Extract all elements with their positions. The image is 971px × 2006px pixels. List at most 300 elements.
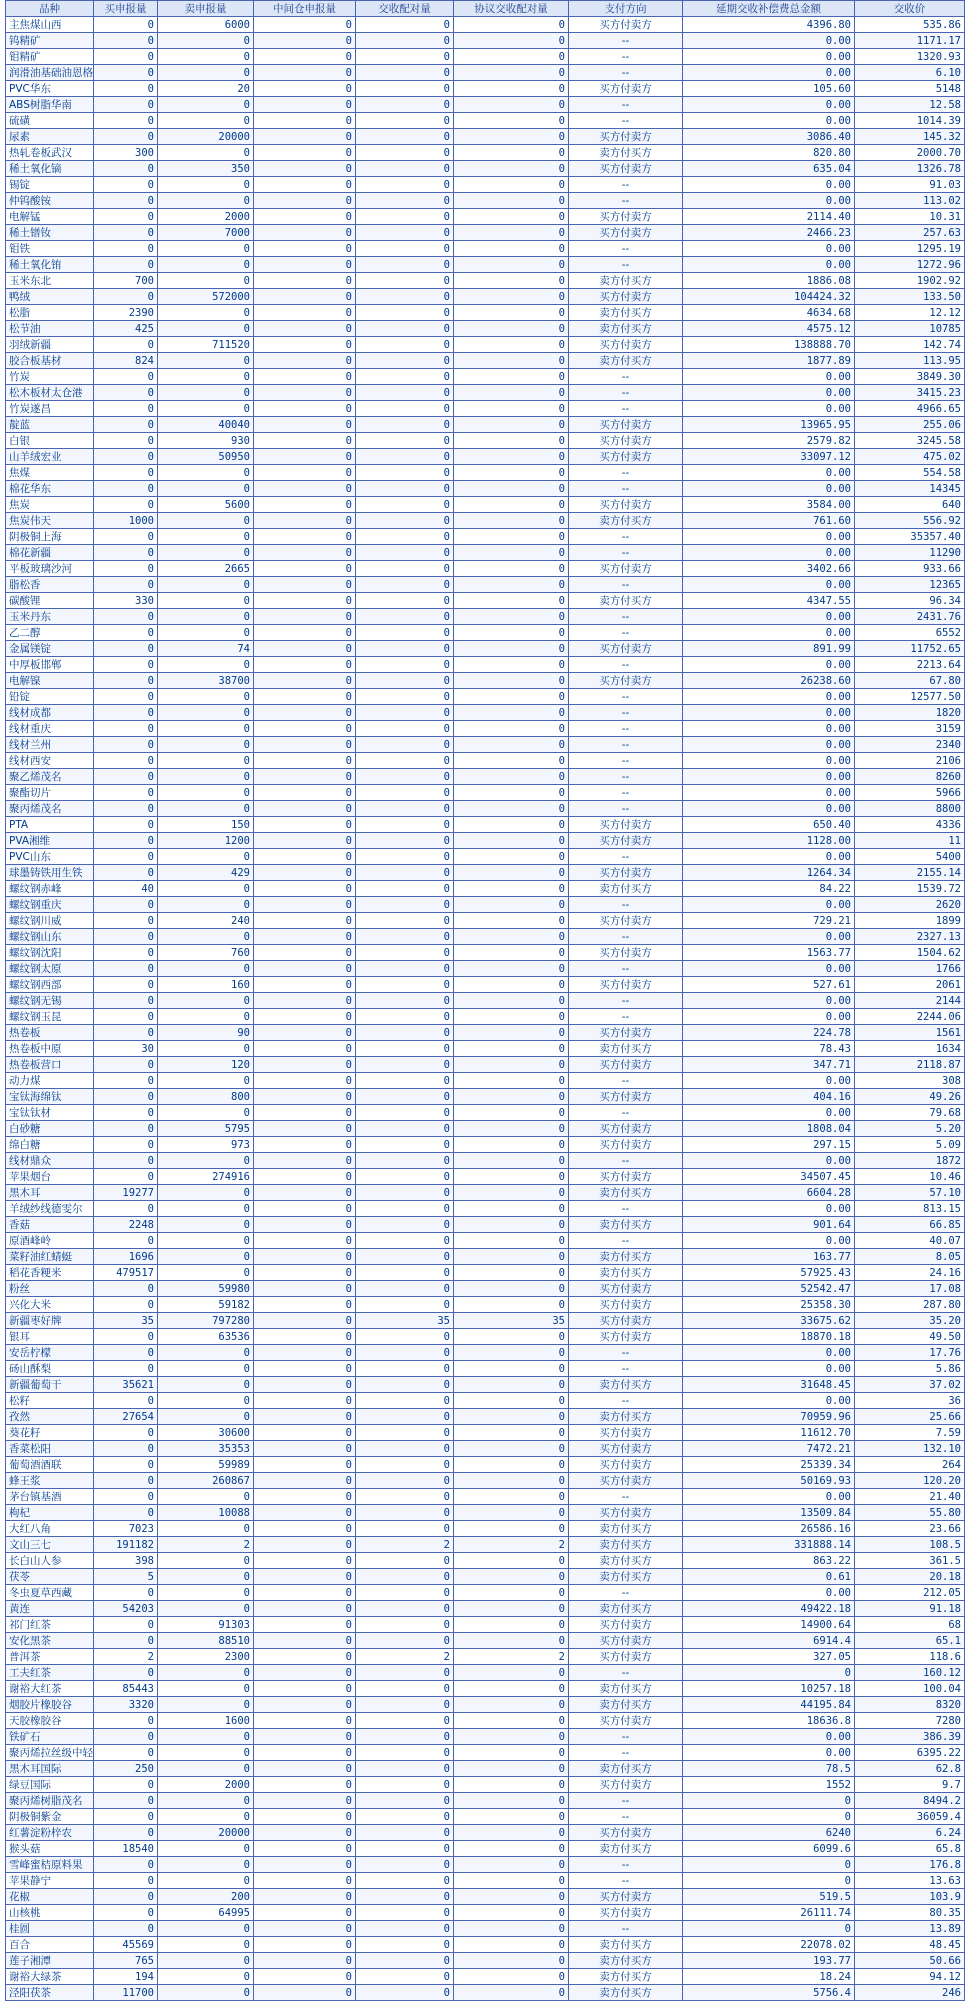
compensation-amount-cell: 0.00 bbox=[683, 65, 855, 81]
agreement-matched-cell: 0 bbox=[454, 1153, 569, 1169]
sell-quantity-cell: 6000 bbox=[158, 17, 254, 33]
payment-direction-cell: 买方付卖方 bbox=[569, 1057, 683, 1073]
matched-quantity-cell: 0 bbox=[356, 1617, 454, 1633]
buy-quantity-cell: 0 bbox=[94, 1169, 158, 1185]
variety-cell: 谢裕大红茶 bbox=[6, 1681, 94, 1697]
sell-quantity-cell: 5600 bbox=[158, 497, 254, 513]
table-row bbox=[6, 1969, 965, 1985]
buy-quantity-cell: 0 bbox=[94, 1729, 158, 1745]
payment-direction-cell: 买方付卖方 bbox=[569, 417, 683, 433]
matched-quantity-cell: 0 bbox=[356, 817, 454, 833]
table-row bbox=[6, 1825, 965, 1841]
buy-quantity-cell: 250 bbox=[94, 1761, 158, 1777]
matched-quantity-cell: 0 bbox=[356, 1233, 454, 1249]
payment-direction-cell: -- bbox=[569, 1665, 683, 1681]
sell-quantity-cell: 59989 bbox=[158, 1457, 254, 1473]
table-row bbox=[6, 657, 965, 673]
variety-cell: 螺纹钢无锡 bbox=[6, 993, 94, 1009]
buy-quantity-cell: 0 bbox=[94, 1585, 158, 1601]
intermediate-quantity-cell: 0 bbox=[254, 593, 356, 609]
settlement-price-cell: 11290 bbox=[855, 545, 965, 561]
compensation-amount-cell: 0.00 bbox=[683, 609, 855, 625]
payment-direction-cell: 买方付卖方 bbox=[569, 1169, 683, 1185]
settlement-price-cell: 361.5 bbox=[855, 1553, 965, 1569]
compensation-amount-cell: 1264.34 bbox=[683, 865, 855, 881]
sell-quantity-cell: 0 bbox=[158, 465, 254, 481]
agreement-matched-cell: 0 bbox=[454, 1393, 569, 1409]
matched-quantity-cell: 0 bbox=[356, 81, 454, 97]
matched-quantity-cell: 0 bbox=[356, 849, 454, 865]
matched-quantity-cell: 0 bbox=[356, 1889, 454, 1905]
intermediate-quantity-cell: 0 bbox=[254, 1457, 356, 1473]
intermediate-quantity-cell: 0 bbox=[254, 1761, 356, 1777]
intermediate-quantity-cell: 0 bbox=[254, 1665, 356, 1681]
sell-quantity-cell: 0 bbox=[158, 721, 254, 737]
compensation-amount-cell: 0.00 bbox=[683, 545, 855, 561]
matched-quantity-cell: 0 bbox=[356, 769, 454, 785]
buy-quantity-cell: 0 bbox=[94, 417, 158, 433]
buy-quantity-cell: 0 bbox=[94, 929, 158, 945]
compensation-amount-cell: 0.00 bbox=[683, 1361, 855, 1377]
matched-quantity-cell: 0 bbox=[356, 1553, 454, 1569]
intermediate-quantity-cell: 0 bbox=[254, 129, 356, 145]
payment-direction-cell: 买方付卖方 bbox=[569, 641, 683, 657]
buy-quantity-cell: 0 bbox=[94, 1121, 158, 1137]
agreement-matched-cell: 0 bbox=[454, 513, 569, 529]
intermediate-quantity-cell: 0 bbox=[254, 1345, 356, 1361]
variety-cell: 螺纹钢玉昆 bbox=[6, 1009, 94, 1025]
table-row bbox=[6, 1073, 965, 1089]
buy-quantity-cell: 0 bbox=[94, 17, 158, 33]
settlement-price-cell: 255.06 bbox=[855, 417, 965, 433]
table-row bbox=[6, 881, 965, 897]
compensation-amount-cell: 0.00 bbox=[683, 1745, 855, 1761]
table-row bbox=[6, 1985, 965, 2001]
sell-quantity-cell: 10088 bbox=[158, 1505, 254, 1521]
intermediate-quantity-cell: 0 bbox=[254, 993, 356, 1009]
agreement-matched-cell: 0 bbox=[454, 1681, 569, 1697]
compensation-amount-cell: 0.00 bbox=[683, 529, 855, 545]
payment-direction-cell: 买方付卖方 bbox=[569, 561, 683, 577]
settlement-price-cell: 5.09 bbox=[855, 1137, 965, 1153]
sell-quantity-cell: 350 bbox=[158, 161, 254, 177]
payment-direction-cell: -- bbox=[569, 689, 683, 705]
table-row bbox=[6, 1809, 965, 1825]
agreement-matched-cell: 35 bbox=[454, 1313, 569, 1329]
intermediate-quantity-cell: 0 bbox=[254, 1057, 356, 1073]
buy-quantity-cell: 2390 bbox=[94, 305, 158, 321]
variety-cell: 热卷板中原 bbox=[6, 1041, 94, 1057]
agreement-matched-cell: 0 bbox=[454, 753, 569, 769]
buy-quantity-cell: 0 bbox=[94, 961, 158, 977]
sell-quantity-cell: 0 bbox=[158, 193, 254, 209]
settlement-price-cell: 2620 bbox=[855, 897, 965, 913]
sell-quantity-cell: 2 bbox=[158, 1537, 254, 1553]
buy-quantity-cell: 19277 bbox=[94, 1185, 158, 1201]
matched-quantity-cell: 0 bbox=[356, 1057, 454, 1073]
buy-quantity-cell: 0 bbox=[94, 177, 158, 193]
agreement-matched-cell: 0 bbox=[454, 1873, 569, 1889]
intermediate-quantity-cell: 0 bbox=[254, 1585, 356, 1601]
compensation-amount-cell: 527.61 bbox=[683, 977, 855, 993]
table-row bbox=[6, 1233, 965, 1249]
table-row bbox=[6, 1553, 965, 1569]
payment-direction-cell: 卖方付买方 bbox=[569, 145, 683, 161]
intermediate-quantity-cell: 0 bbox=[254, 929, 356, 945]
compensation-amount-cell: 0.00 bbox=[683, 465, 855, 481]
variety-cell: 原酒峰岭 bbox=[6, 1233, 94, 1249]
compensation-amount-cell: 6914.4 bbox=[683, 1633, 855, 1649]
agreement-matched-cell: 0 bbox=[454, 1569, 569, 1585]
settlement-price-cell: 2327.13 bbox=[855, 929, 965, 945]
intermediate-quantity-cell: 0 bbox=[254, 1745, 356, 1761]
buy-quantity-cell: 0 bbox=[94, 1665, 158, 1681]
sell-quantity-cell: 0 bbox=[158, 1857, 254, 1873]
compensation-amount-cell: 18870.18 bbox=[683, 1329, 855, 1345]
matched-quantity-cell: 0 bbox=[356, 1697, 454, 1713]
table-row bbox=[6, 689, 965, 705]
payment-direction-cell: 买方付卖方 bbox=[569, 1137, 683, 1153]
payment-direction-cell: 买方付卖方 bbox=[569, 1281, 683, 1297]
agreement-matched-cell: 0 bbox=[454, 529, 569, 545]
payment-direction-cell: -- bbox=[569, 1585, 683, 1601]
buy-quantity-cell: 54203 bbox=[94, 1601, 158, 1617]
matched-quantity-cell: 0 bbox=[356, 465, 454, 481]
sell-quantity-cell: 88510 bbox=[158, 1633, 254, 1649]
sell-quantity-cell: 0 bbox=[158, 113, 254, 129]
matched-quantity-cell: 0 bbox=[356, 385, 454, 401]
variety-cell: 谢裕大绿茶 bbox=[6, 1969, 94, 1985]
matched-quantity-cell: 0 bbox=[356, 1473, 454, 1489]
intermediate-quantity-cell: 0 bbox=[254, 481, 356, 497]
sell-quantity-cell: 0 bbox=[158, 689, 254, 705]
intermediate-quantity-cell: 0 bbox=[254, 209, 356, 225]
matched-quantity-cell: 0 bbox=[356, 417, 454, 433]
payment-direction-cell: 买方付卖方 bbox=[569, 225, 683, 241]
sell-quantity-cell: 0 bbox=[158, 1265, 254, 1281]
payment-direction-cell: 买方付卖方 bbox=[569, 161, 683, 177]
matched-quantity-cell: 0 bbox=[356, 49, 454, 65]
payment-direction-cell: -- bbox=[569, 769, 683, 785]
intermediate-quantity-cell: 0 bbox=[254, 257, 356, 273]
matched-quantity-cell: 0 bbox=[356, 225, 454, 241]
payment-direction-cell: -- bbox=[569, 1873, 683, 1889]
agreement-matched-cell: 0 bbox=[454, 881, 569, 897]
intermediate-quantity-cell: 0 bbox=[254, 801, 356, 817]
variety-cell: 砀山酥梨 bbox=[6, 1361, 94, 1377]
settlement-price-cell: 1766 bbox=[855, 961, 965, 977]
intermediate-quantity-cell: 0 bbox=[254, 641, 356, 657]
sell-quantity-cell: 274916 bbox=[158, 1169, 254, 1185]
matched-quantity-cell: 0 bbox=[356, 145, 454, 161]
buy-quantity-cell: 0 bbox=[94, 1361, 158, 1377]
agreement-matched-cell: 0 bbox=[454, 1201, 569, 1217]
sell-quantity-cell: 160 bbox=[158, 977, 254, 993]
table-row bbox=[6, 1633, 965, 1649]
agreement-matched-cell: 0 bbox=[454, 593, 569, 609]
buy-quantity-cell: 0 bbox=[94, 161, 158, 177]
payment-direction-cell: -- bbox=[569, 1489, 683, 1505]
matched-quantity-cell: 0 bbox=[356, 241, 454, 257]
payment-direction-cell: 买方付卖方 bbox=[569, 1889, 683, 1905]
sell-quantity-cell: 0 bbox=[158, 1041, 254, 1057]
table-row bbox=[6, 1953, 965, 1969]
table-row bbox=[6, 241, 965, 257]
variety-cell: 桂圆 bbox=[6, 1921, 94, 1937]
variety-cell: 烟胶片橡胶谷 bbox=[6, 1697, 94, 1713]
table-row bbox=[6, 1217, 965, 1233]
sell-quantity-cell: 0 bbox=[158, 609, 254, 625]
matched-quantity-cell: 0 bbox=[356, 497, 454, 513]
variety-cell: 玉米丹东 bbox=[6, 609, 94, 625]
compensation-amount-cell: 0.00 bbox=[683, 993, 855, 1009]
sell-quantity-cell: 572000 bbox=[158, 289, 254, 305]
intermediate-quantity-cell: 0 bbox=[254, 1697, 356, 1713]
variety-cell: 线材西安 bbox=[6, 753, 94, 769]
sell-quantity-cell: 260867 bbox=[158, 1473, 254, 1489]
agreement-matched-cell: 2 bbox=[454, 1537, 569, 1553]
variety-cell: 润滑油基础油恩格 bbox=[6, 65, 94, 81]
intermediate-quantity-cell: 0 bbox=[254, 1537, 356, 1553]
compensation-amount-cell: 18.24 bbox=[683, 1969, 855, 1985]
agreement-matched-cell: 0 bbox=[454, 209, 569, 225]
agreement-matched-cell: 0 bbox=[454, 33, 569, 49]
variety-cell: 胶合板基材 bbox=[6, 353, 94, 369]
intermediate-quantity-cell: 0 bbox=[254, 1441, 356, 1457]
table-row bbox=[6, 1505, 965, 1521]
compensation-amount-cell: 4396.80 bbox=[683, 17, 855, 33]
buy-quantity-cell: 0 bbox=[94, 1089, 158, 1105]
matched-quantity-cell: 0 bbox=[356, 337, 454, 353]
agreement-matched-cell: 0 bbox=[454, 497, 569, 513]
table-row bbox=[6, 65, 965, 81]
compensation-amount-cell: 0.00 bbox=[683, 1153, 855, 1169]
compensation-amount-cell: 0 bbox=[683, 1921, 855, 1937]
sell-quantity-cell: 0 bbox=[158, 1345, 254, 1361]
agreement-matched-cell: 0 bbox=[454, 65, 569, 81]
compensation-amount-cell: 1563.77 bbox=[683, 945, 855, 961]
matched-quantity-cell: 0 bbox=[356, 1953, 454, 1969]
compensation-amount-cell: 820.80 bbox=[683, 145, 855, 161]
sell-quantity-cell: 0 bbox=[158, 769, 254, 785]
settlement-price-cell: 212.05 bbox=[855, 1585, 965, 1601]
payment-direction-cell: 买方付卖方 bbox=[569, 945, 683, 961]
compensation-amount-cell: 0 bbox=[683, 1873, 855, 1889]
compensation-amount-cell: 0.00 bbox=[683, 625, 855, 641]
intermediate-quantity-cell: 0 bbox=[254, 945, 356, 961]
payment-direction-cell: -- bbox=[569, 577, 683, 593]
col-header-deferred-compensation-total: 延期交收补偿费总金额 bbox=[683, 1, 855, 17]
table-row bbox=[6, 1521, 965, 1537]
agreement-matched-cell: 0 bbox=[454, 1169, 569, 1185]
matched-quantity-cell: 0 bbox=[356, 993, 454, 1009]
settlement-price-cell: 49.50 bbox=[855, 1329, 965, 1345]
buy-quantity-cell: 0 bbox=[94, 689, 158, 705]
settlement-price-cell: 23.66 bbox=[855, 1521, 965, 1537]
variety-cell: 平板玻璃沙河 bbox=[6, 561, 94, 577]
sell-quantity-cell: 0 bbox=[158, 1697, 254, 1713]
payment-direction-cell: -- bbox=[569, 1153, 683, 1169]
agreement-matched-cell: 0 bbox=[454, 1633, 569, 1649]
variety-cell: 仲钨酸铵 bbox=[6, 193, 94, 209]
intermediate-quantity-cell: 0 bbox=[254, 433, 356, 449]
compensation-amount-cell: 18636.8 bbox=[683, 1713, 855, 1729]
compensation-amount-cell: 104424.32 bbox=[683, 289, 855, 305]
payment-direction-cell: -- bbox=[569, 1809, 683, 1825]
intermediate-quantity-cell: 0 bbox=[254, 161, 356, 177]
agreement-matched-cell: 0 bbox=[454, 721, 569, 737]
compensation-amount-cell: 50169.93 bbox=[683, 1473, 855, 1489]
intermediate-quantity-cell: 0 bbox=[254, 1009, 356, 1025]
agreement-matched-cell: 0 bbox=[454, 481, 569, 497]
variety-cell: 白砂糖 bbox=[6, 1121, 94, 1137]
intermediate-quantity-cell: 0 bbox=[254, 1025, 356, 1041]
matched-quantity-cell: 0 bbox=[356, 865, 454, 881]
matched-quantity-cell: 0 bbox=[356, 1265, 454, 1281]
agreement-matched-cell: 0 bbox=[454, 1969, 569, 1985]
variety-cell: 松节油 bbox=[6, 321, 94, 337]
intermediate-quantity-cell: 0 bbox=[254, 113, 356, 129]
sell-quantity-cell: 38700 bbox=[158, 673, 254, 689]
table-row bbox=[6, 849, 965, 865]
sell-quantity-cell: 240 bbox=[158, 913, 254, 929]
payment-direction-cell: 卖方付买方 bbox=[569, 513, 683, 529]
matched-quantity-cell: 0 bbox=[356, 1713, 454, 1729]
payment-direction-cell: 买方付卖方 bbox=[569, 1025, 683, 1041]
variety-cell: 聚丙烯树脂茂名 bbox=[6, 1793, 94, 1809]
payment-direction-cell: 卖方付买方 bbox=[569, 1969, 683, 1985]
intermediate-quantity-cell: 0 bbox=[254, 1217, 356, 1233]
variety-cell: 稻花香粳米 bbox=[6, 1265, 94, 1281]
intermediate-quantity-cell: 0 bbox=[254, 1841, 356, 1857]
buy-quantity-cell: 0 bbox=[94, 833, 158, 849]
variety-cell: 尿素 bbox=[6, 129, 94, 145]
intermediate-quantity-cell: 0 bbox=[254, 1921, 356, 1937]
agreement-matched-cell: 0 bbox=[454, 769, 569, 785]
settlement-price-cell: 12365 bbox=[855, 577, 965, 593]
settlement-price-cell: 386.39 bbox=[855, 1729, 965, 1745]
table-row bbox=[6, 1137, 965, 1153]
intermediate-quantity-cell: 0 bbox=[254, 465, 356, 481]
variety-cell: 螺纹钢川威 bbox=[6, 913, 94, 929]
payment-direction-cell: 买方付卖方 bbox=[569, 433, 683, 449]
matched-quantity-cell: 0 bbox=[356, 1025, 454, 1041]
buy-quantity-cell: 0 bbox=[94, 65, 158, 81]
variety-cell: 焦煤 bbox=[6, 465, 94, 481]
settlement-price-cell: 6.24 bbox=[855, 1825, 965, 1841]
agreement-matched-cell: 0 bbox=[454, 465, 569, 481]
variety-cell: 铅锭 bbox=[6, 689, 94, 705]
matched-quantity-cell: 0 bbox=[356, 1105, 454, 1121]
sell-quantity-cell: 7000 bbox=[158, 225, 254, 241]
table-row bbox=[6, 1889, 965, 1905]
sell-quantity-cell: 0 bbox=[158, 961, 254, 977]
matched-quantity-cell: 0 bbox=[356, 753, 454, 769]
settlement-price-cell: 5.20 bbox=[855, 1121, 965, 1137]
sell-quantity-cell: 0 bbox=[158, 1681, 254, 1697]
sell-quantity-cell: 0 bbox=[158, 1841, 254, 1857]
payment-direction-cell: 卖方付买方 bbox=[569, 1985, 683, 2001]
matched-quantity-cell: 0 bbox=[356, 369, 454, 385]
variety-cell: 苹果静宁 bbox=[6, 1873, 94, 1889]
table-row bbox=[6, 49, 965, 65]
buy-quantity-cell: 18540 bbox=[94, 1841, 158, 1857]
col-header-intermediate-quantity: 中间仓申报量 bbox=[254, 1, 356, 17]
intermediate-quantity-cell: 0 bbox=[254, 1985, 356, 2001]
intermediate-quantity-cell: 0 bbox=[254, 193, 356, 209]
table-row bbox=[6, 1457, 965, 1473]
sell-quantity-cell: 0 bbox=[158, 145, 254, 161]
buy-quantity-cell: 0 bbox=[94, 1233, 158, 1249]
variety-cell: 雪峰蜜桔原料果 bbox=[6, 1857, 94, 1873]
settlement-price-cell: 17.08 bbox=[855, 1281, 965, 1297]
buy-quantity-cell: 0 bbox=[94, 753, 158, 769]
buy-quantity-cell: 0 bbox=[94, 81, 158, 97]
buy-quantity-cell: 0 bbox=[94, 1105, 158, 1121]
matched-quantity-cell: 0 bbox=[356, 193, 454, 209]
compensation-amount-cell: 0.00 bbox=[683, 97, 855, 113]
settlement-price-cell: 3415.23 bbox=[855, 385, 965, 401]
table-row bbox=[6, 945, 965, 961]
buy-quantity-cell: 765 bbox=[94, 1953, 158, 1969]
compensation-amount-cell: 0.00 bbox=[683, 1345, 855, 1361]
intermediate-quantity-cell: 0 bbox=[254, 689, 356, 705]
settlement-price-cell: 1872 bbox=[855, 1153, 965, 1169]
buy-quantity-cell: 0 bbox=[94, 1025, 158, 1041]
compensation-amount-cell: 0.00 bbox=[683, 1105, 855, 1121]
agreement-matched-cell: 0 bbox=[454, 1233, 569, 1249]
table-row bbox=[6, 1025, 965, 1041]
col-header-buy-quantity: 买申报量 bbox=[94, 1, 158, 17]
variety-cell: 红薯淀粉梓农 bbox=[6, 1825, 94, 1841]
sell-quantity-cell: 20000 bbox=[158, 129, 254, 145]
matched-quantity-cell: 0 bbox=[356, 1521, 454, 1537]
intermediate-quantity-cell: 0 bbox=[254, 1649, 356, 1665]
agreement-matched-cell: 0 bbox=[454, 369, 569, 385]
agreement-matched-cell: 0 bbox=[454, 321, 569, 337]
compensation-amount-cell: 6604.28 bbox=[683, 1185, 855, 1201]
sell-quantity-cell: 0 bbox=[158, 1729, 254, 1745]
payment-direction-cell: 买方付卖方 bbox=[569, 209, 683, 225]
sell-quantity-cell: 90 bbox=[158, 1025, 254, 1041]
table-row bbox=[6, 33, 965, 49]
agreement-matched-cell: 0 bbox=[454, 129, 569, 145]
buy-quantity-cell: 1000 bbox=[94, 513, 158, 529]
buy-quantity-cell: 300 bbox=[94, 145, 158, 161]
sell-quantity-cell: 1600 bbox=[158, 1713, 254, 1729]
matched-quantity-cell: 0 bbox=[356, 1361, 454, 1377]
compensation-amount-cell: 761.60 bbox=[683, 513, 855, 529]
variety-cell: 山羊绒宏业 bbox=[6, 449, 94, 465]
payment-direction-cell: 买方付卖方 bbox=[569, 977, 683, 993]
sell-quantity-cell: 429 bbox=[158, 865, 254, 881]
sell-quantity-cell: 0 bbox=[158, 1873, 254, 1889]
payment-direction-cell: 买方付卖方 bbox=[569, 833, 683, 849]
matched-quantity-cell: 0 bbox=[356, 1841, 454, 1857]
sell-quantity-cell: 2665 bbox=[158, 561, 254, 577]
sell-quantity-cell: 0 bbox=[158, 305, 254, 321]
buy-quantity-cell: 0 bbox=[94, 1793, 158, 1809]
buy-quantity-cell: 194 bbox=[94, 1969, 158, 1985]
payment-direction-cell: -- bbox=[569, 609, 683, 625]
variety-cell: 钼铁 bbox=[6, 241, 94, 257]
agreement-matched-cell: 0 bbox=[454, 449, 569, 465]
compensation-amount-cell: 138888.70 bbox=[683, 337, 855, 353]
table-row bbox=[6, 561, 965, 577]
matched-quantity-cell: 0 bbox=[356, 1793, 454, 1809]
matched-quantity-cell: 2 bbox=[356, 1649, 454, 1665]
compensation-amount-cell: 0.00 bbox=[683, 49, 855, 65]
